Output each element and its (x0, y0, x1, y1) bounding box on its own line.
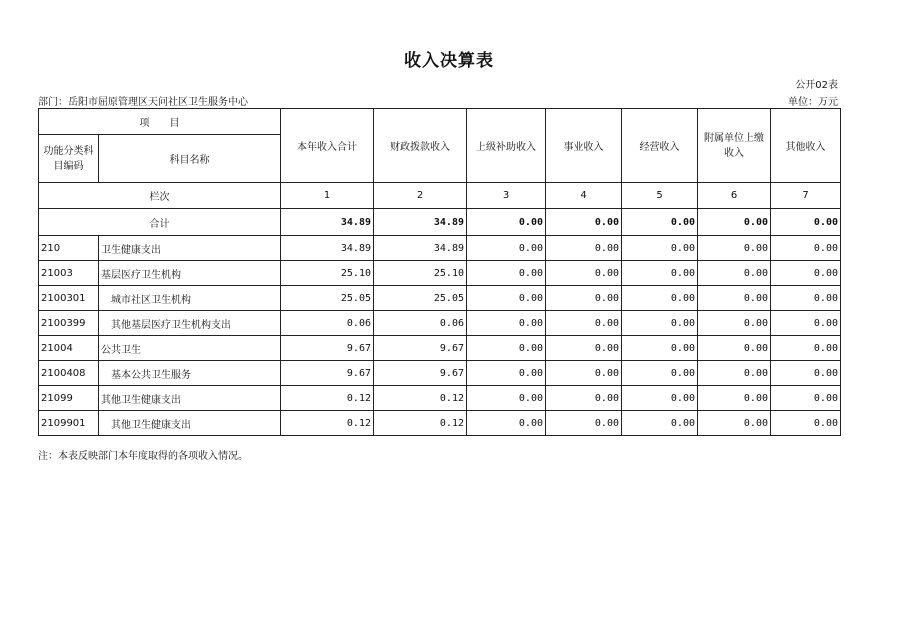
row-value: 0.00 (771, 236, 841, 261)
row-value: 0.00 (546, 411, 622, 436)
footnote: 注：本表反映部门本年度取得的各项收入情况。 (38, 451, 248, 462)
row-name: 其他卫生健康支出 (99, 411, 281, 436)
row-value: 0.00 (467, 361, 546, 386)
row-value: 0.00 (771, 386, 841, 411)
income-table (38, 108, 841, 436)
lanci-number: 3 (467, 183, 546, 209)
row-value: 0.06 (374, 311, 467, 336)
row-name: 公共卫生 (99, 336, 281, 361)
row-code: 2100399 (39, 311, 99, 336)
lanci-label: 栏次 (39, 183, 281, 209)
table-row (39, 361, 841, 386)
row-name: 其他卫生健康支出 (99, 386, 281, 411)
row-value: 0.00 (698, 286, 771, 311)
row-value: 25.05 (281, 286, 374, 311)
row-value: 34.89 (281, 236, 374, 261)
row-value: 0.00 (698, 261, 771, 286)
row-value: 25.05 (374, 286, 467, 311)
header-superior: 上级补助收入 (467, 109, 546, 183)
header-name: 科目名称 (99, 135, 281, 183)
row-name: 基本公共卫生服务 (99, 361, 281, 386)
table-row (39, 336, 841, 361)
row-value: 34.89 (374, 236, 467, 261)
row-value: 0.00 (467, 236, 546, 261)
row-code: 21003 (39, 261, 99, 286)
row-value: 0.00 (546, 361, 622, 386)
row-value: 0.00 (622, 261, 698, 286)
row-value: 0.00 (546, 311, 622, 336)
row-value: 0.00 (622, 286, 698, 311)
row-value: 0.00 (546, 386, 622, 411)
unit-label: 单位：万元 (788, 97, 838, 108)
row-value: 0.12 (281, 411, 374, 436)
header-code: 功能分类科目编码 (39, 135, 99, 183)
total-label: 合计 (39, 209, 281, 236)
row-value: 0.00 (698, 361, 771, 386)
row-value: 0.00 (771, 286, 841, 311)
row-value: 9.67 (281, 361, 374, 386)
header-row-1 (39, 109, 841, 135)
row-value: 0.00 (546, 286, 622, 311)
row-value: 0.00 (698, 311, 771, 336)
table-row (39, 411, 841, 436)
lanci-number: 7 (771, 183, 841, 209)
row-value: 0.06 (281, 311, 374, 336)
row-value: 0.00 (467, 411, 546, 436)
row-value: 0.12 (374, 411, 467, 436)
row-name: 基层医疗卫生机构 (99, 261, 281, 286)
row-value: 0.00 (622, 311, 698, 336)
row-code: 2109901 (39, 411, 99, 436)
row-value: 0.00 (771, 261, 841, 286)
row-value: 0.00 (622, 236, 698, 261)
table-row (39, 311, 841, 336)
row-value: 0.00 (467, 336, 546, 361)
row-value: 0.00 (467, 261, 546, 286)
row-code: 2100301 (39, 286, 99, 311)
row-value: 0.12 (374, 386, 467, 411)
row-value: 0.00 (467, 386, 546, 411)
lanci-number: 5 (622, 183, 698, 209)
row-value: 0.00 (622, 411, 698, 436)
lanci-row (39, 183, 841, 209)
table-row (39, 386, 841, 411)
row-value: 0.12 (281, 386, 374, 411)
page-title: 收入决算表 (404, 51, 494, 71)
row-value: 0.00 (698, 336, 771, 361)
total-value: 0.00 (622, 209, 698, 236)
row-code: 2100408 (39, 361, 99, 386)
row-value: 0.00 (622, 386, 698, 411)
row-value: 0.00 (698, 386, 771, 411)
total-row (39, 209, 841, 236)
lanci-number: 6 (698, 183, 771, 209)
row-value: 0.00 (771, 336, 841, 361)
row-value: 25.10 (281, 261, 374, 286)
row-value: 0.00 (546, 261, 622, 286)
total-value: 0.00 (698, 209, 771, 236)
row-value: 25.10 (374, 261, 467, 286)
row-code: 21004 (39, 336, 99, 361)
table-row (39, 286, 841, 311)
lanci-number: 1 (281, 183, 374, 209)
lanci-number: 2 (374, 183, 467, 209)
department-label: 部门：岳阳市屈原管理区天问社区卫生服务中心 (38, 97, 248, 108)
row-value: 0.00 (546, 336, 622, 361)
row-value: 0.00 (771, 311, 841, 336)
row-value: 9.67 (281, 336, 374, 361)
data-rows (39, 236, 841, 436)
table-row (39, 261, 841, 286)
total-value: 0.00 (771, 209, 841, 236)
row-value: 0.00 (698, 236, 771, 261)
row-value: 0.00 (546, 236, 622, 261)
row-name: 城市社区卫生机构 (99, 286, 281, 311)
header-business: 事业收入 (546, 109, 622, 183)
total-value: 34.89 (281, 209, 374, 236)
header-total: 本年收入合计 (281, 109, 374, 183)
row-value: 0.00 (622, 336, 698, 361)
lanci-number: 4 (546, 183, 622, 209)
row-value: 0.00 (467, 311, 546, 336)
row-value: 0.00 (771, 361, 841, 386)
total-value: 0.00 (546, 209, 622, 236)
row-name: 卫生健康支出 (99, 236, 281, 261)
row-value: 0.00 (771, 411, 841, 436)
header-item: 项 目 (39, 109, 281, 135)
row-value: 0.00 (622, 361, 698, 386)
table-row (39, 236, 841, 261)
row-code: 21099 (39, 386, 99, 411)
row-value: 0.00 (467, 286, 546, 311)
total-value: 0.00 (467, 209, 546, 236)
row-value: 9.67 (374, 361, 467, 386)
header-other: 其他收入 (771, 109, 841, 183)
header-fiscal: 财政拨款收入 (374, 109, 467, 183)
total-value: 34.89 (374, 209, 467, 236)
row-value: 9.67 (374, 336, 467, 361)
row-name: 其他基层医疗卫生机构支出 (99, 311, 281, 336)
header-operating: 经营收入 (622, 109, 698, 183)
row-code: 210 (39, 236, 99, 261)
form-number: 公开02表 (795, 80, 838, 91)
header-affiliated: 附属单位上缴收入 (698, 109, 771, 183)
row-value: 0.00 (698, 411, 771, 436)
